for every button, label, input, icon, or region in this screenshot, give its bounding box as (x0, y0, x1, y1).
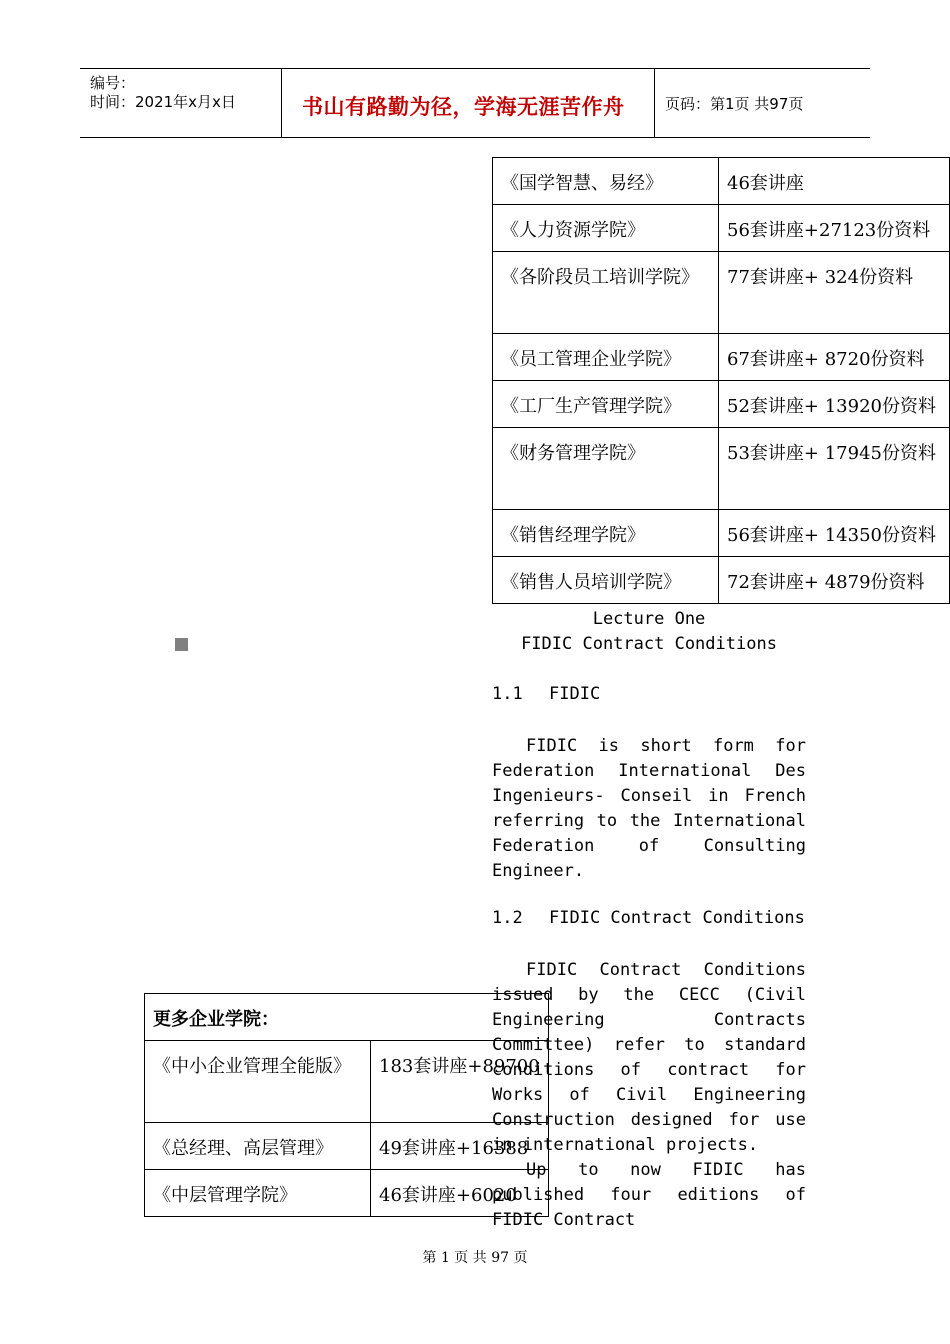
section-title: FIDIC (549, 684, 601, 704)
section-1-1-paragraph (492, 734, 806, 884)
course-table-bottom (144, 993, 549, 1217)
header-motto-cell (282, 69, 655, 137)
table-row (493, 557, 950, 604)
header-meta-cell (80, 69, 282, 137)
course-value: 49套讲座+16388 (371, 1123, 549, 1170)
table-row (145, 1123, 549, 1170)
header-motto: 书山有路勤为径，学海无涯苦作舟 (302, 95, 625, 119)
paragraph-text: FIDIC is short form for Federation International Des Ingenieurs- Conseil in French referring to the International Federation of Consulting Engineer. (492, 736, 806, 881)
paragraph-text: FIDIC Contract Conditions issued by the CECC (Civil Engineering Contracts Committee) refer to standard conditions of contract for Works of Civil Engineering Construction designed for use in international projects. (492, 960, 806, 1155)
table-row (145, 994, 549, 1041)
header-page-cell (655, 69, 870, 137)
section-1-2-paragraph-2 (492, 1158, 806, 1233)
table-row (493, 428, 950, 510)
course-name: 《国学智慧、易经》 (493, 158, 719, 205)
table-row (493, 381, 950, 428)
section-heading-1-2 (492, 908, 822, 928)
table-row (493, 252, 950, 334)
course-name: 《人力资源学院》 (493, 205, 719, 252)
course-value: 56套讲座+27123份资料 (719, 205, 950, 252)
table-row (145, 1041, 549, 1123)
course-name: 《销售经理学院》 (493, 510, 719, 557)
course-name: 《财务管理学院》 (493, 428, 719, 510)
table-row (493, 205, 950, 252)
course-value: 52套讲座+ 13920份资料 (719, 381, 950, 428)
course-name: 《各阶段员工培训学院》 (493, 252, 719, 334)
gray-square-bullet-icon (175, 638, 188, 651)
table-row (493, 158, 950, 205)
course-name: 《员工管理企业学院》 (493, 334, 719, 381)
section-title: FIDIC Contract Conditions (549, 908, 805, 928)
section-number: 1.1 (492, 684, 523, 704)
course-table-top (492, 157, 950, 604)
course-name: 《总经理、高层管理》 (145, 1123, 371, 1170)
page-footer: 第 1 页 共 97 页 (422, 1250, 528, 1266)
table-heading: 更多企业学院： (145, 994, 549, 1041)
lecture-subtitle: FIDIC Contract Conditions (521, 634, 777, 654)
course-name: 《中小企业管理全能版》 (145, 1041, 371, 1123)
course-value: 183套讲座+89700 (371, 1041, 549, 1123)
course-value: 77套讲座+ 324份资料 (719, 252, 950, 334)
section-heading-1-1 (492, 684, 822, 704)
page-header (80, 68, 870, 138)
number-label: 编号： (90, 74, 136, 92)
course-name: 《销售人员培训学院》 (493, 557, 719, 604)
course-value: 72套讲座+ 4879份资料 (719, 557, 950, 604)
header-page-info: 页码：第1页 共97页 (665, 95, 804, 113)
time-label: 时间：2021年x月x日 (90, 93, 236, 111)
course-value: 46套讲座 (719, 158, 950, 205)
table-row (493, 334, 950, 381)
course-value: 56套讲座+ 14350份资料 (719, 510, 950, 557)
course-name: 《中层管理学院》 (145, 1170, 371, 1217)
course-value: 46套讲座+6020 (371, 1170, 549, 1217)
table-row (493, 510, 950, 557)
course-name: 《工厂生产管理学院》 (493, 381, 719, 428)
course-value: 67套讲座+ 8720份资料 (719, 334, 950, 381)
section-number: 1.2 (492, 908, 523, 928)
lecture-title: Lecture One (592, 609, 706, 629)
table-row (145, 1170, 549, 1217)
course-value: 53套讲座+ 17945份资料 (719, 428, 950, 510)
paragraph-text: Up to now FIDIC has published four editions of FIDIC Contract (492, 1160, 806, 1230)
